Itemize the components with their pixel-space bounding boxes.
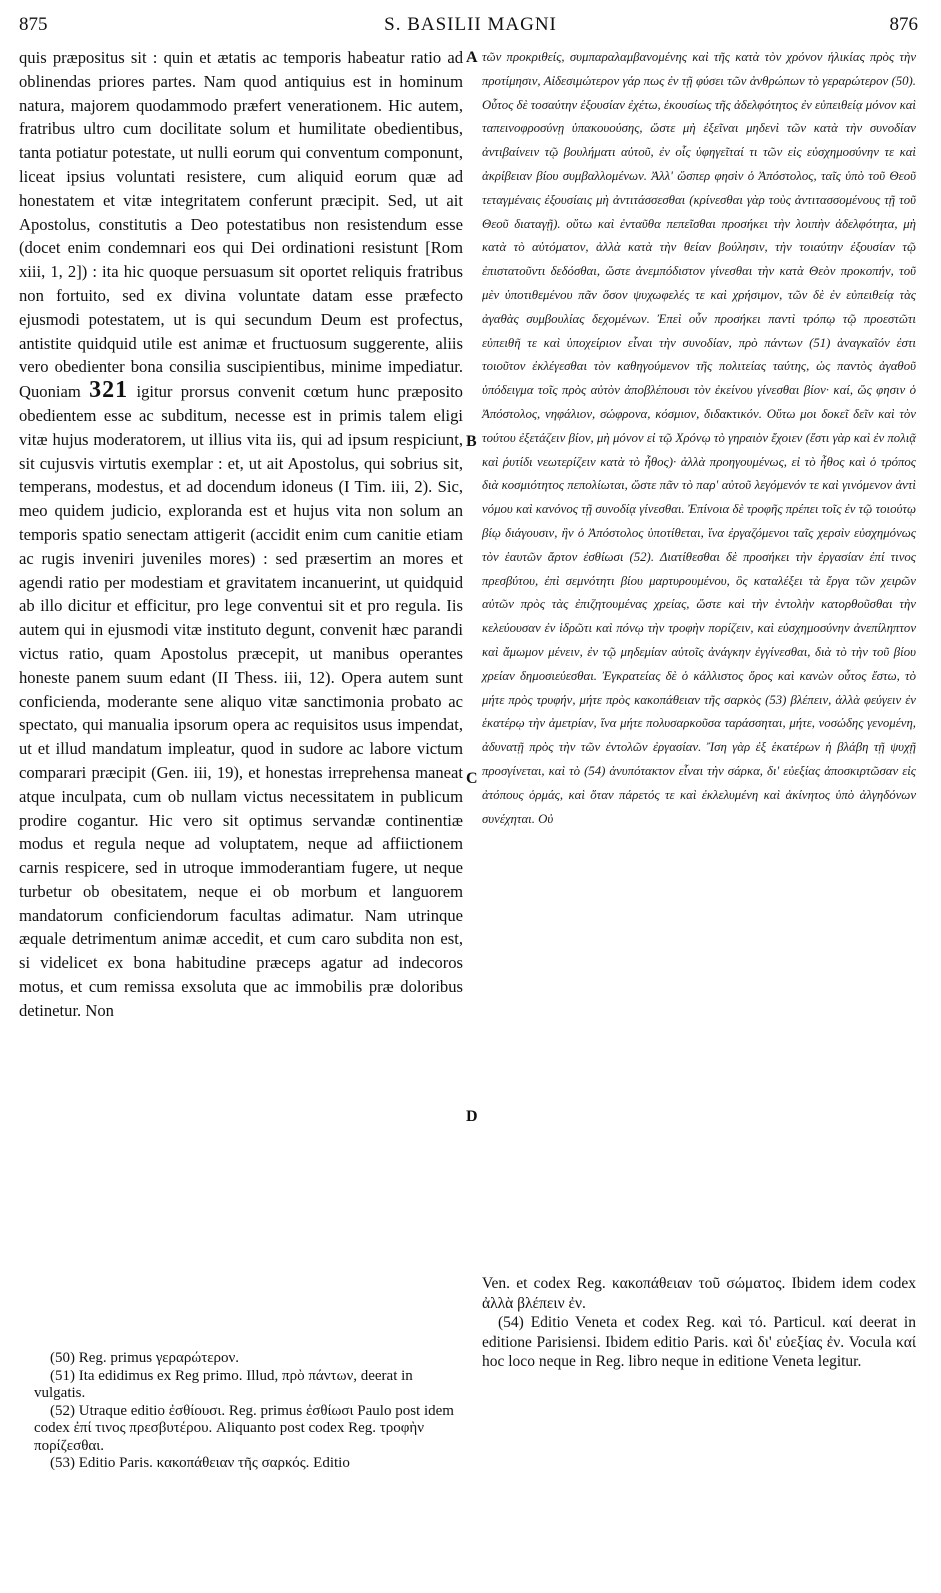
section-marker-b: B xyxy=(466,433,477,450)
footnote-52: (52) Utraque editio ἐσθίουσι. Reg. primus ἐσθίωσι Paulo post idem codex ἐπί τινος πρεσβυτέρου. Aliquanto post codex Reg. τροφὴν πορίζεσθαι. xyxy=(34,1402,454,1454)
footnotes-right xyxy=(482,1274,916,1372)
greek-text: τῶν προκριθείς, συμπαραλαμβανομένης καὶ τῆς κατὰ τὸν χρόνον ἡλικίας πρὸς τὴν προτίμησιν, Αἰδεσιμώτερον γάρ πως ἐν τῇ φύσει τῶν ἀνθρώπων τὸ γεραρώτερον (50). Οὗτος δὲ τοσαύτην ἐξουσίαν ἐχέτω, ἑκουσίως τῆς ἀδελφότητος ἐν εὐπειθείᾳ μόνον καὶ ταπεινοφροσύνῃ ὑπακουούσης, ὥστε μὴ ἐξεῖναι μηδενὶ τῶν κατὰ τὴν συνοδίαν ἀντιβαίνειν τῷ βουλήματι αὐτοῦ, ἐν οἷς ὑφηγεῖταί τι τῶν εἰς εὐσχημοσύνην τε καὶ ἀκρίβειαν βίου συμβαλλομένων. Ἀλλ' ὥσπερ φησὶν ὁ Ἀπόστολος, ταῖς ὑπὸ τοῦ Θεοῦ τεταγμέναις ἐξουσίαις μὴ ἀντιτάσσεσθαι (κρίνεσθαι γὰρ τοὺς ἀντιτασσομένους τῇ τοῦ Θεοῦ διαταγῇ). οὕτω καὶ ἐνταῦθα πεπεῖσθαι προσήκει τὴν λοιπὴν ἀδελφότητα, μὴ κατὰ τὸ αὐτόματον, ἀλλὰ κατὰ τὴν θείαν βούλησιν, τὴν τοιαύτην ἐξουσίαν τῷ ἐπιστατοῦντι δεδόσθαι, ὥστε ἀνεμπόδιστον γίνεσθαι τὴν κατὰ Θεὸν προκοπήν, τοῦ μὲν ὑποτιθεμένου πᾶν ὅσον ψυχωφελές τε καὶ χρήσιμον, τῶν δὲ ἐν εὐπειθείᾳ τὰς ἀγαθὰς συμβουλίας δεχομένων. Ἐπεὶ οὖν προσήκει παντὶ τρόπῳ τῷ προεστῶτι εὐπειθῆ τε καὶ ὑποχείριον εἶναι τὴν συνοδίαν, πρὸ πάντων (51) ἀναγκαῖόν ἐστι τοιοῦτον ἐκλέγεσθαι τὸν καθηγούμενον τῆς πολιτείας ταύτης, ὡς παντὸς ἀγαθοῦ ὑπόδειγμα τοῖς πρὸς αὐτὸν ἀποβλέπουσι τὸν ἐκείνου γίνεσθαι βίον· καί, ὥς φησιν ὁ Ἀπόστολος, νηφάλιον, σώφρονα, κόσμιον, διδακτικόν. Οὕτω μοι δοκεῖ δεῖν καὶ τὸν τούτου ἐξετάζειν βίον, μὴ μόνον εἰ τῷ Χρόνῳ τὸ γηραιὸν ἔχοιεν (ἔστι γὰρ καὶ ἐν πολιᾷ καὶ ῥυτίδι νεωτερίζειν κατὰ τὸ ἦθος)· ἀλλὰ προηγουμένως, εἰ τὸ ἦθος καὶ ὁ τρόπος διὰ κοσμιότητος πεπολίωται, ὥστε πᾶν τὸ παρ' αὐτοῦ λεγόμενόν τε καὶ γινόμενον ἀντὶ νόμου καὶ κανόνος τῇ συνοδίᾳ γίνεσθαι. Ἐπίνοια δὲ τροφῆς πρέπει τοῖς ἐν τῷ τοιούτῳ βίῳ διάγουσιν, ἣν ὁ Ἀπόστολος ὑποτίθεται, ἵνα ἐργαζόμενοι ταῖς χερσὶν εὐσχημόνως τὸν ἑαυτῶν ἄρτον ἐσθίωσι (52). Διατίθεσθαι δὲ προσήκει τὴν ἐργασίαν ἐπί τινος πρεσβύτου, ἐπὶ σεμνότητι βίου μαρτυρουμένου, ὃς καταλέξει τὰ ἔργα τῶν χειρῶν αὐτῶν πρὸς τὰς ἐπιζητουμένας χρείας, ὥστε καὶ τὴν ἐντολὴν κατορθοῦσθαι τὴν κελεύουσαν ἐν ἱδρῶτι καὶ πόνῳ τὴν τροφὴν πορίζειν, καὶ εὐσχημοσύνην ἀνεπίληπτον καὶ ἄμωμον μένειν, ἐν τῷ μηδεμίαν αὐτοῖς ἀνάγκην ἐγγίνεσθαι, διὰ τὸ τὴν τοῦ βίου χρείαν δημοσιεύεσθαι. Ἐγκρατείας δὲ ὁ κάλλιστος ὅρος καὶ κανὼν οὗτος ἔστω, τὸ μήτε πρὸς τρυφήν, μήτε πρὸς κακοπάθειαν τῆς σαρκὸς (53) βλέπειν, ἀλλὰ φεύγειν ἐν ἑκατέρῳ τὴν ἀμετρίαν, ἵνα μήτε πολυσαρκοῦσα ταράσσηται, μήτε, νοσώδης γενομένη, ἀδυνατῇ πρὸς τὴν τῶν ἐντολῶν ἐργασίαν. Ἴση γὰρ ἐξ ἑκατέρων ἡ βλάβη τῇ ψυχῇ προσγίνεται, καὶ τὸ (54) ἀνυπότακτον εἶναι τὴν σάρκα, δι' εὐεξίας ἀποσκιρτῶσαν εἰς ἀτόπους ὁρμάς, καὶ ὅταν πάρετός τε καὶ ἐκλελυμένη καὶ ἀκίνητος ὑπὸ ἀλγηδόνων συνέχηται. Οὐ xyxy=(482,50,916,826)
footnote-53: (53) Editio Paris. κακοπάθειαν τῆς σαρκός. Editio xyxy=(50,1455,350,1471)
latin-text-part1: quis præpositus sit : quin et ætatis ac temporis habeatur ratio ad oblinendas priores partes. Nam quod antiquius est in hominum natura, majorem quodammodo præfert venerationem. Hic autem, fratribus ultro cum docilitate solum et humilitate obedientibus, tanta potiatur potestate, ut nulli eorum qui conventum componunt, liceat ipsius voluntati resistere, cum aliquid eorum quæ ad honestatem et vitæ integritatem conferunt præcipit. Sed, ut ait Apostolus, constitutis a Deo potestatibus non resistendum esse (docet enim condemnari eos qui Dei ordinationi resistunt [Rom xiii, 1, 2]) : ita hic quoque persuasum sit oportet reliquis fratribus non fortuito, sed ex divina voluntate datam esse præfecto ejusmodi potestatem, ut is qui secundum Deum est profectus, antistite quidquid utile est animæ et fructuosum suggerente, aliis vero obedienter bona consilia suscipientibus, minime impediatur. Quoniam xyxy=(19,48,463,402)
section-marker-c: C xyxy=(466,770,478,787)
latin-column xyxy=(19,46,463,1023)
column-number-left: 875 xyxy=(19,14,48,35)
footnote-51: (51) Ita edidimus ex Reg primo. Illud, πρὸ πάντων, deerat in vulgatis. xyxy=(34,1367,413,1401)
running-title: S. BASILII MAGNI xyxy=(384,14,557,35)
section-marker-d: D xyxy=(466,1108,478,1125)
section-marker-a: A xyxy=(466,49,478,66)
footnote-54: (54) Editio Veneta et codex Reg. καὶ τό. Particul. καί deerat in editione Parisiensi. Ibidem editio Paris. καὶ δι' εὐεξίας ἐν. Vocula καί hoc loco neque in Reg. libro neque in editione Veneta legitur. xyxy=(482,1314,916,1370)
footnote-53-continued: Ven. et codex Reg. κακοπάθειαν τοῦ σώματος. Ibidem idem codex ἀλλὰ βλέπειν ἐν. xyxy=(482,1275,916,1312)
page-number-marker: 321 xyxy=(89,377,129,404)
latin-text xyxy=(19,46,463,1023)
footnote-50: (50) Reg. primus γεραρώτερον. xyxy=(50,1350,240,1366)
footnotes-left xyxy=(34,1350,464,1473)
page-header xyxy=(0,14,941,44)
greek-column xyxy=(482,46,916,831)
column-number-right: 876 xyxy=(889,14,918,35)
latin-text-part2: igitur prorsus convenit cœtum hunc præposito obedientem esse ac subditum, necesse est in primis talem eligi vitæ hujus moderatorem, ut illius vita iis, qui ad ipsum respiciunt, sit cujusvis virtutis exemplar : et, ut ait Apostolus, qui sobrius sit, temperans, modestus, et ad docendum idoneus (I Tim. iii, 2). Sic, meo quidem judicio, exploranda est et hujus vita non solum an temporis spatio senectam attigerit (accidit enim cum canitie etiam ac rugis inveniri juveniles mores) : sed præsertim an mores et agendi ratio per modestiam et gravitatem incanuerint, ut quidquid ab illo dicitur et efficitur, pro lege conventui sit et pro regula. Iis autem qui in ejusmodi vitæ instituto degunt, convenit hæc parandi victus ratio, quam Apostolus præcepit, ut manibus operantes honeste panem suum edant (II Thess. iii, 12). Opera autem sunt conficienda, moderante sene aliquo vitæ sanctimonia probato ac spectato, qui manualia ipsorum opera ac requisitos usus impendat, ut et illud mandatum impleatur, quod in sudore ac labore victum comparari præcipit (Gen. iii, 19), et honestas irreprehensa maneat atque inculpata, cum ob nullam victus necessitatem in publicum prodire cogantur. Hic vero sit optimus servandæ continentiæ modus et regula neque ad voluptatem, neque ad affiictionem carnis respicere, sed in utroque immoderantiam fugere, ut neque turbetur ob obesitatem, neque ei ob morbum et languorem mandatorum conficiendorum facultas adimatur. Nam utrinque æquale detrimentum animæ accedit, et cum caro subdita non est, si videlicet ex bona habitudine præceps agatur ad indecoros motus, et cum remissa exsoluta que ac immobilis præ doloribus detinetur. Non xyxy=(19,382,463,1020)
